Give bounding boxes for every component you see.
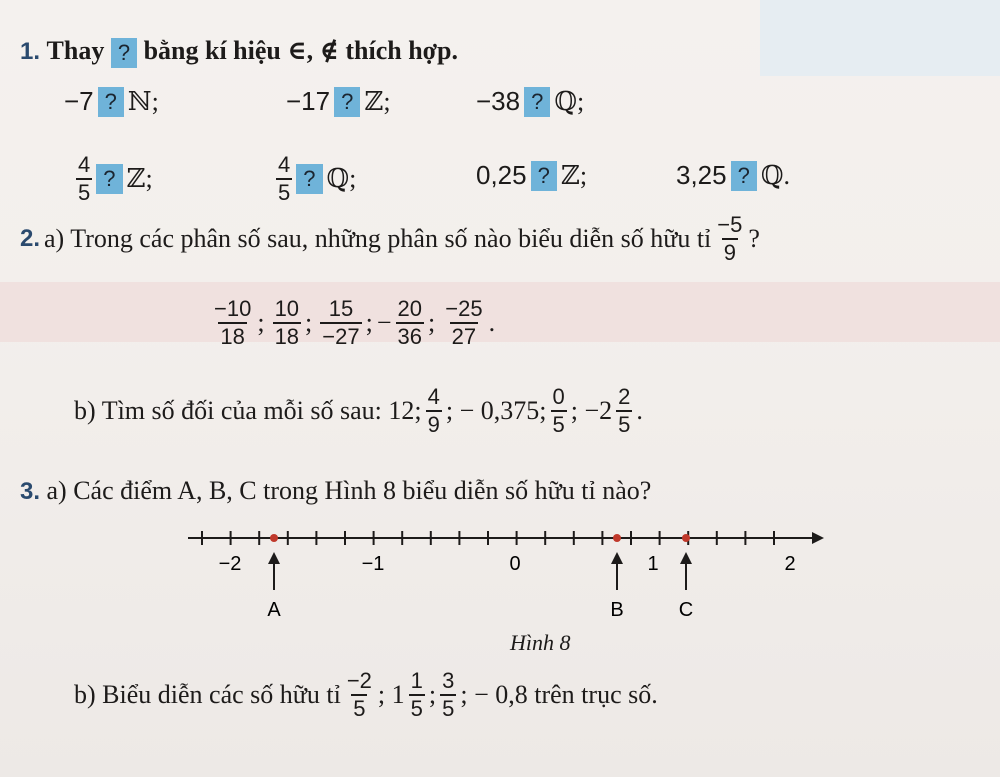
denominator: 5 [353,696,366,721]
denominator: 5 [552,412,565,437]
instr-rest: bằng kí hiệu ∈, ∉ thích hợp. [143,36,459,65]
point-label-C: C [678,599,694,621]
separator: ; [257,308,265,337]
numerator: −25 [445,296,483,321]
ex1-set: ℚ; [326,164,357,193]
exercise-2b-middle: ; − 0,375; [445,396,547,425]
ex1-row2-item1 [76,152,153,206]
numerator: 15 [328,296,354,321]
ex1-value: −38 [476,86,521,116]
separator: ; [428,680,437,709]
fraction [616,384,632,438]
fraction [426,384,442,438]
numerator: 10 [274,296,300,321]
exercise-2a [20,212,760,266]
fraction [443,296,484,350]
question-box: ? [96,164,122,194]
separator: ; [365,308,373,337]
exercise-1-instruction [20,36,458,68]
fraction [551,384,567,438]
ex1-row1-item3 [476,86,584,117]
exercise-3b-text: b) Biểu diễn các số hữu tỉ [74,680,341,709]
axis-arrowhead [812,532,824,544]
ex1-value: −7 [64,86,94,116]
ex1-set: ℤ; [364,86,391,116]
point-C-dot [682,534,690,542]
numerator: −5 [717,212,743,237]
fraction [320,296,361,350]
question-box: ? [98,87,124,117]
number-line-figure [0,520,1000,630]
point-label-A: A [267,599,281,621]
ex1-value: 3,25 [676,160,727,190]
fraction [345,668,374,722]
instr-thay: Thay [46,36,105,65]
ex1-value: −17 [286,86,331,116]
fraction [409,668,425,722]
denominator: 9 [427,412,440,437]
denominator: 9 [723,240,736,265]
point-label-B: B [610,599,624,621]
question-box: ? [524,87,550,117]
fraction-sign: − [376,308,392,337]
fraction [212,296,253,350]
point-B-dot [613,534,621,542]
denominator: 5 [442,696,455,721]
fraction [276,152,292,206]
denominator: 5 [78,180,91,205]
ex1-row2-item3 [476,160,587,191]
ex1-value: 0,25 [476,160,527,190]
numerator: 0 [552,384,565,409]
numerator: 4 [278,152,291,177]
ex1-set: ℤ; [126,164,153,193]
numerator: −10 [214,296,252,321]
denominator: 18 [220,324,245,349]
arrowhead-A [268,552,280,564]
ex1-set: ℚ. [760,160,791,190]
ex1-row2-item4 [676,160,790,191]
fraction-list [208,296,495,350]
background-blue-panel [760,0,1000,76]
fraction [76,152,92,206]
numerator: 4 [78,152,91,177]
denominator: 27 [451,324,477,349]
denominator: 5 [410,696,423,721]
fraction [273,296,301,350]
exercise-3a-text: a) Các điểm A, B, C trong Hình 8 biểu diễn số hữu tỉ nào? [46,476,652,505]
exercise-2b [74,384,643,438]
exercise-2a-text: a) Trong các phân số sau, những phân số nào biểu diễn số hữu tỉ [44,224,712,253]
tick-label-1: 1 [647,553,659,575]
arrowhead-B [611,552,623,564]
separator: ; [305,308,313,337]
arrowhead-C [680,552,692,564]
fraction [440,668,456,722]
exercise-2-number: 2. [20,225,41,252]
exercise-1-number: 1. [20,38,41,65]
figure-caption: Hình 8 [510,630,571,655]
exercise-3-number: 3. [20,478,41,505]
tick-label-0: 0 [509,553,521,575]
numerator: 4 [427,384,440,409]
ex1-row1-item2 [286,86,391,117]
question-box: ? [531,161,557,191]
exercise-3b [74,668,658,722]
question-box: ? [296,164,322,194]
numerator: 1 [410,668,423,693]
numerator: 2 [618,384,631,409]
denominator: 18 [274,324,300,349]
ex1-set: ℤ; [560,160,588,190]
question-box: ? [731,161,757,191]
exercise-3b-mixed-whole: ; 1 [377,680,405,709]
numerator: 3 [442,668,455,693]
exercise-2b-mixed-whole: ; −2 [570,396,613,425]
ex1-row1-item1 [64,86,159,117]
background-pink-band [0,282,1000,342]
fraction [715,212,744,266]
question-box: ? [111,38,137,68]
ex1-set: ℕ; [127,86,159,116]
point-A-dot [270,534,278,542]
exercise-3b-end: ; − 0,8 trên trục số. [460,680,658,709]
question-box: ? [334,87,360,117]
exercise-2b-text: b) Tìm số đối của mỗi số sau: 12; [74,396,422,425]
separator: ; [428,308,436,337]
numerator: −2 [346,668,372,693]
ex1-row2-item2 [276,152,356,206]
denominator: 5 [618,412,631,437]
denominator: 5 [278,180,291,205]
denominator: −27 [322,324,360,349]
tick-label-minus-2: −2 [218,553,242,575]
denominator: 36 [397,324,422,349]
separator: . [488,308,496,337]
tick-label-2: 2 [784,553,796,575]
period: . [636,396,643,425]
exercise-3a [20,476,651,506]
fraction [396,296,424,350]
ex1-set: ℚ; [554,86,585,116]
tick-label-minus-1: −1 [361,553,385,575]
question-mark: ? [748,224,760,253]
numerator: 20 [397,296,422,321]
